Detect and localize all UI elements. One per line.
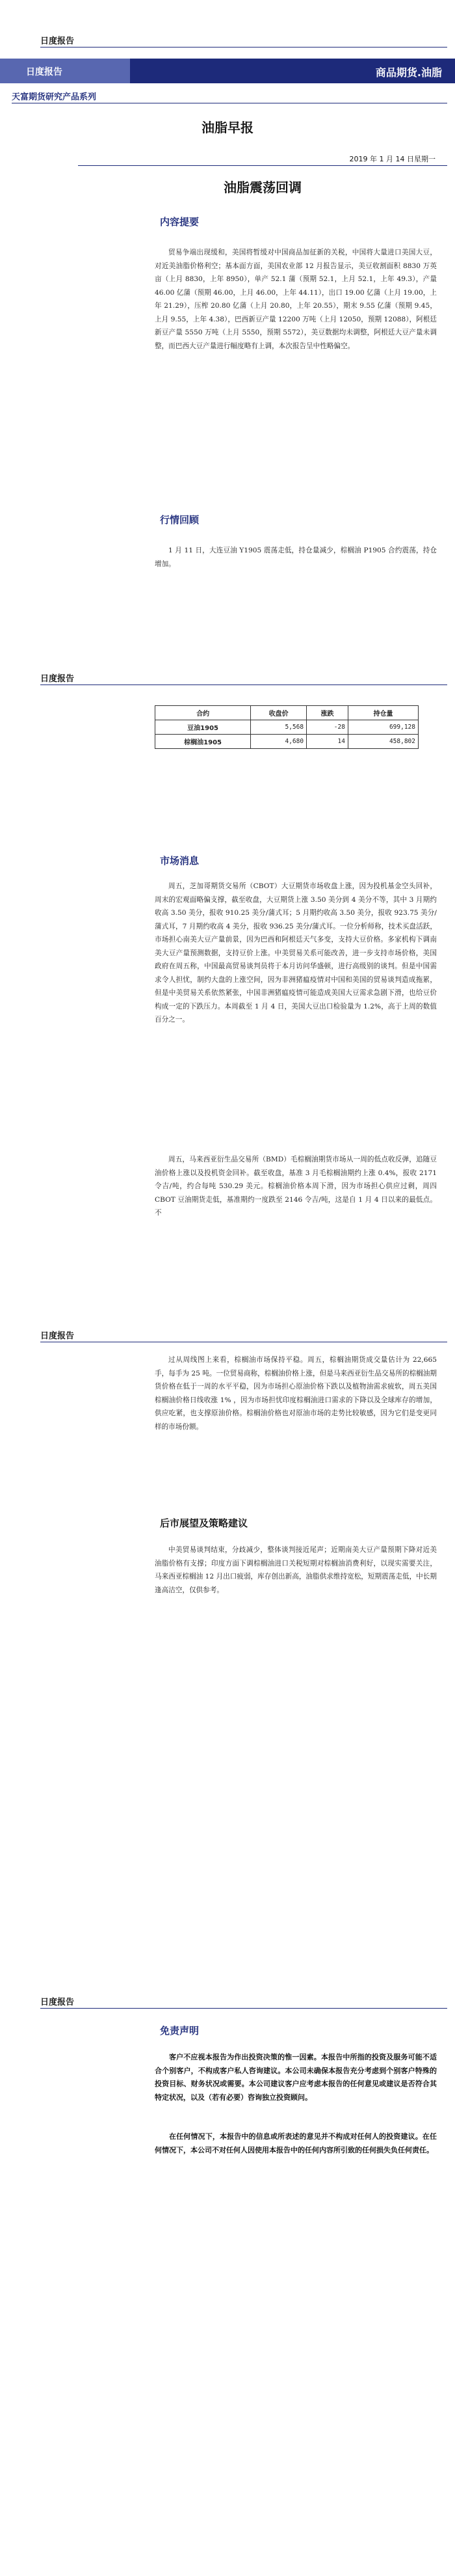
review-text: 1 月 11 日，大连豆油 Y1905 震荡走低，持仓量减少，棕榈油 P1905 合约震荡，持仓增加。 [155,547,437,568]
disclaimer-paragraph-1: 客户不应视本报告为作出投资决策的惟一因素。本报告中所指的投资及服务可能不适合个别客户，不构成客户私人咨询建议。本公司未确保本报告充分考虑到个别客户特殊的投资目标、财务状况或需要。本公司建议客户应考虑本报告的任何意见或建议是否符合其特定状况，以及（若有必要）咨询独立投资顾问。 [155,2053,437,2102]
date-rule [78,165,447,166]
summary-text: 贸易争端出现缓和，美国将暂缓对中国商品加征新的关税，中国将大量进口美国大豆，对近美油脂价格利空；基本面方面，美国农业部 12 月报告显示，美豆收割面积 8830 万英亩（上月 8830，上年 8950），单产 52.1 蒲（预期 52.1，上月 52.1，上年 49.3），产量 46.00 亿蒲（预期 46.00，上月 46.00，上年 44.11），出口 19.00 亿蒲（上月 19.00，上年 21.29），压榨 20.80 亿蒲（上月 20.80，上年 20.55），期末 9.55 亿蒲（预期 9.45，上月 9.55，上年 4.38），巴西新豆产量 12200 万吨（上月 12050，预期 12088），阿根廷新豆产量 5550 万吨（上月 5550，预期 5572），美豆数据均未调整，阿根廷大豆产量未调整，而巴西大豆产量进行幅度略有上调，本次报告呈中性略偏空。 [155,249,437,350]
table-row [155,720,419,735]
market-paragraph-2: 周五，马来西亚衍生品交易所（BMD）毛棕榈油期货市场从一周的低点收反弹，追随豆油价格上涨以及投机资金回补。截至收盘，基准 3 月毛棕榈油期约上涨 0.4%，报收 2171 令吉/吨，约合每吨 530.29 美元。棕榈油价格本周下滑，因为市场担心供应过剩，周四 CBOT 豆油期货走低，基准期约一度跌至 2146 令吉/吨，这是自 1 月 4 日以来的最低点。不 [155,1156,437,1217]
close-price: 5,568 [251,720,307,735]
outlook-heading: 后市展望及策略建议 [160,1517,248,1529]
top-banner [0,59,455,83]
page-header-label: 日度报告 [40,674,75,684]
table-header-oi: 持仓量 [348,706,418,720]
table-row [155,735,419,749]
banner-category: 商品期货.油脂 [375,66,442,79]
report-title: 油脂早报 [202,120,254,135]
open-interest: 458,802 [348,735,418,749]
summary-heading: 内容提要 [160,216,200,228]
page-header-label: 日度报告 [40,1998,75,2007]
table-header-change: 涨跌 [307,706,348,720]
table-header-close: 收盘价 [251,706,307,720]
close-price: 4,680 [251,735,307,749]
disclaimer-paragraph-2: 在任何情况下，本报告中的信息或所表述的意见并不构成对任何人的投资建议。在任何情况下，本公司不对任何人因使用本报告中的任何内容所引致的任何损失负任何责任。 [155,2132,437,2154]
market-paragraph-3: 过从周线图上来看，棕榈油市场保持平稳。周五，棕榈油期货成交量估计为 22,665 手，每手为 25 吨。一位贸易商称，棕榈油价格上涨，但是马来西亚衍生品交易所的棕榈油期货价格在低于一周的水平平稳，因为市场担心原油价格下跌以及植物油需求疲软，周五美国棕榈油价格日线收涨 1% ，因为市场担忧印度棕榈油进口需求的下降以及全球库存的增加，供应吃紧，也支撑原油价格。棕榈油价格也对原油市场的走势比较敏感，因为它们是变更同样的市场份额。 [155,1356,437,1431]
open-interest: 699,128 [348,720,418,735]
report-subtitle: 油脂震荡回调 [224,180,302,195]
page-header-label: 日度报告 [40,1331,75,1341]
brand-series: 天富期货研究产品系列 [12,92,97,102]
market-heading: 市场消息 [160,855,200,867]
review-heading: 行情回顾 [160,514,200,526]
banner-left-block [0,59,130,83]
disclaimer-heading: 免责声明 [160,2025,200,2037]
page-header-label: 日度报告 [40,36,75,46]
price-change: 14 [307,735,348,749]
market-paragraph-1: 周五，芝加哥期货交易所（CBOT）大豆期货市场收盘上涨，因为投机基金空头回补，周末的宏观面略偏支撑，截至收盘，大豆期货上涨 3.50 美分到 4 美分不等，其中 3 月期约收高 3.50 美分，报收 910.25 美分/蒲式耳；5 月期约收高 3.50 美分，报收 923.75 美分/蒲式耳，7 月期约收高 4 美分，报收 936.25 美分/蒲式耳。一位分析师称，技术买盘活跃，市场担心南美大豆产量前景，因为巴西和阿根廷天气多变，支持大豆价格。多家机构下调南美大豆产量预测数据，支持豆价上涨。中美贸易关系可能改善，进一步支持市场价格，美国政府在周五称，中国最高贸易谈判员将于本月访问华盛顿，进行高级别的谈判。但是中国需求令人担忧，制约大盘的上涨空间，因为非洲猪瘟疫情对中国和美国的贸易谈判造成拖累，但是中美贸易关系依然紧张，中国非洲猪瘟疫情可能造成美国大豆需求急剧下滑，也给豆价构成一定的下跌压力。本周截至 1 月 4 日，美国大豆出口检验量为 1.2%，高于上周的数值百分之一。 [155,882,437,1024]
table-header-contract: 合约 [155,706,251,720]
outlook-text: 中美贸易谈判结束，分歧减少，整体谈判接近尾声；近期南美大豆产量预期下降对近美油脂价格有支撑；印度方面下调棕榈油进口关税短期对棕榈油消费利好，以现实需要关注，马来西亚棕榈油 12 月出口疲弱，库存创出新高，油脂供求维持宽松，短期震荡走低，中长期逢高沽空，仅供参考。 [155,1546,437,1594]
contract-name: 豆油1905 [155,720,251,735]
report-date: 2019 年 1 月 14 日星期一 [349,155,436,163]
contract-name: 棕榈油1905 [155,735,251,749]
table-header-row [155,706,419,720]
quote-table [155,705,419,749]
price-change: -28 [307,720,348,735]
banner-left-label: 日度报告 [26,67,62,77]
page-header-rule [40,2008,447,2009]
